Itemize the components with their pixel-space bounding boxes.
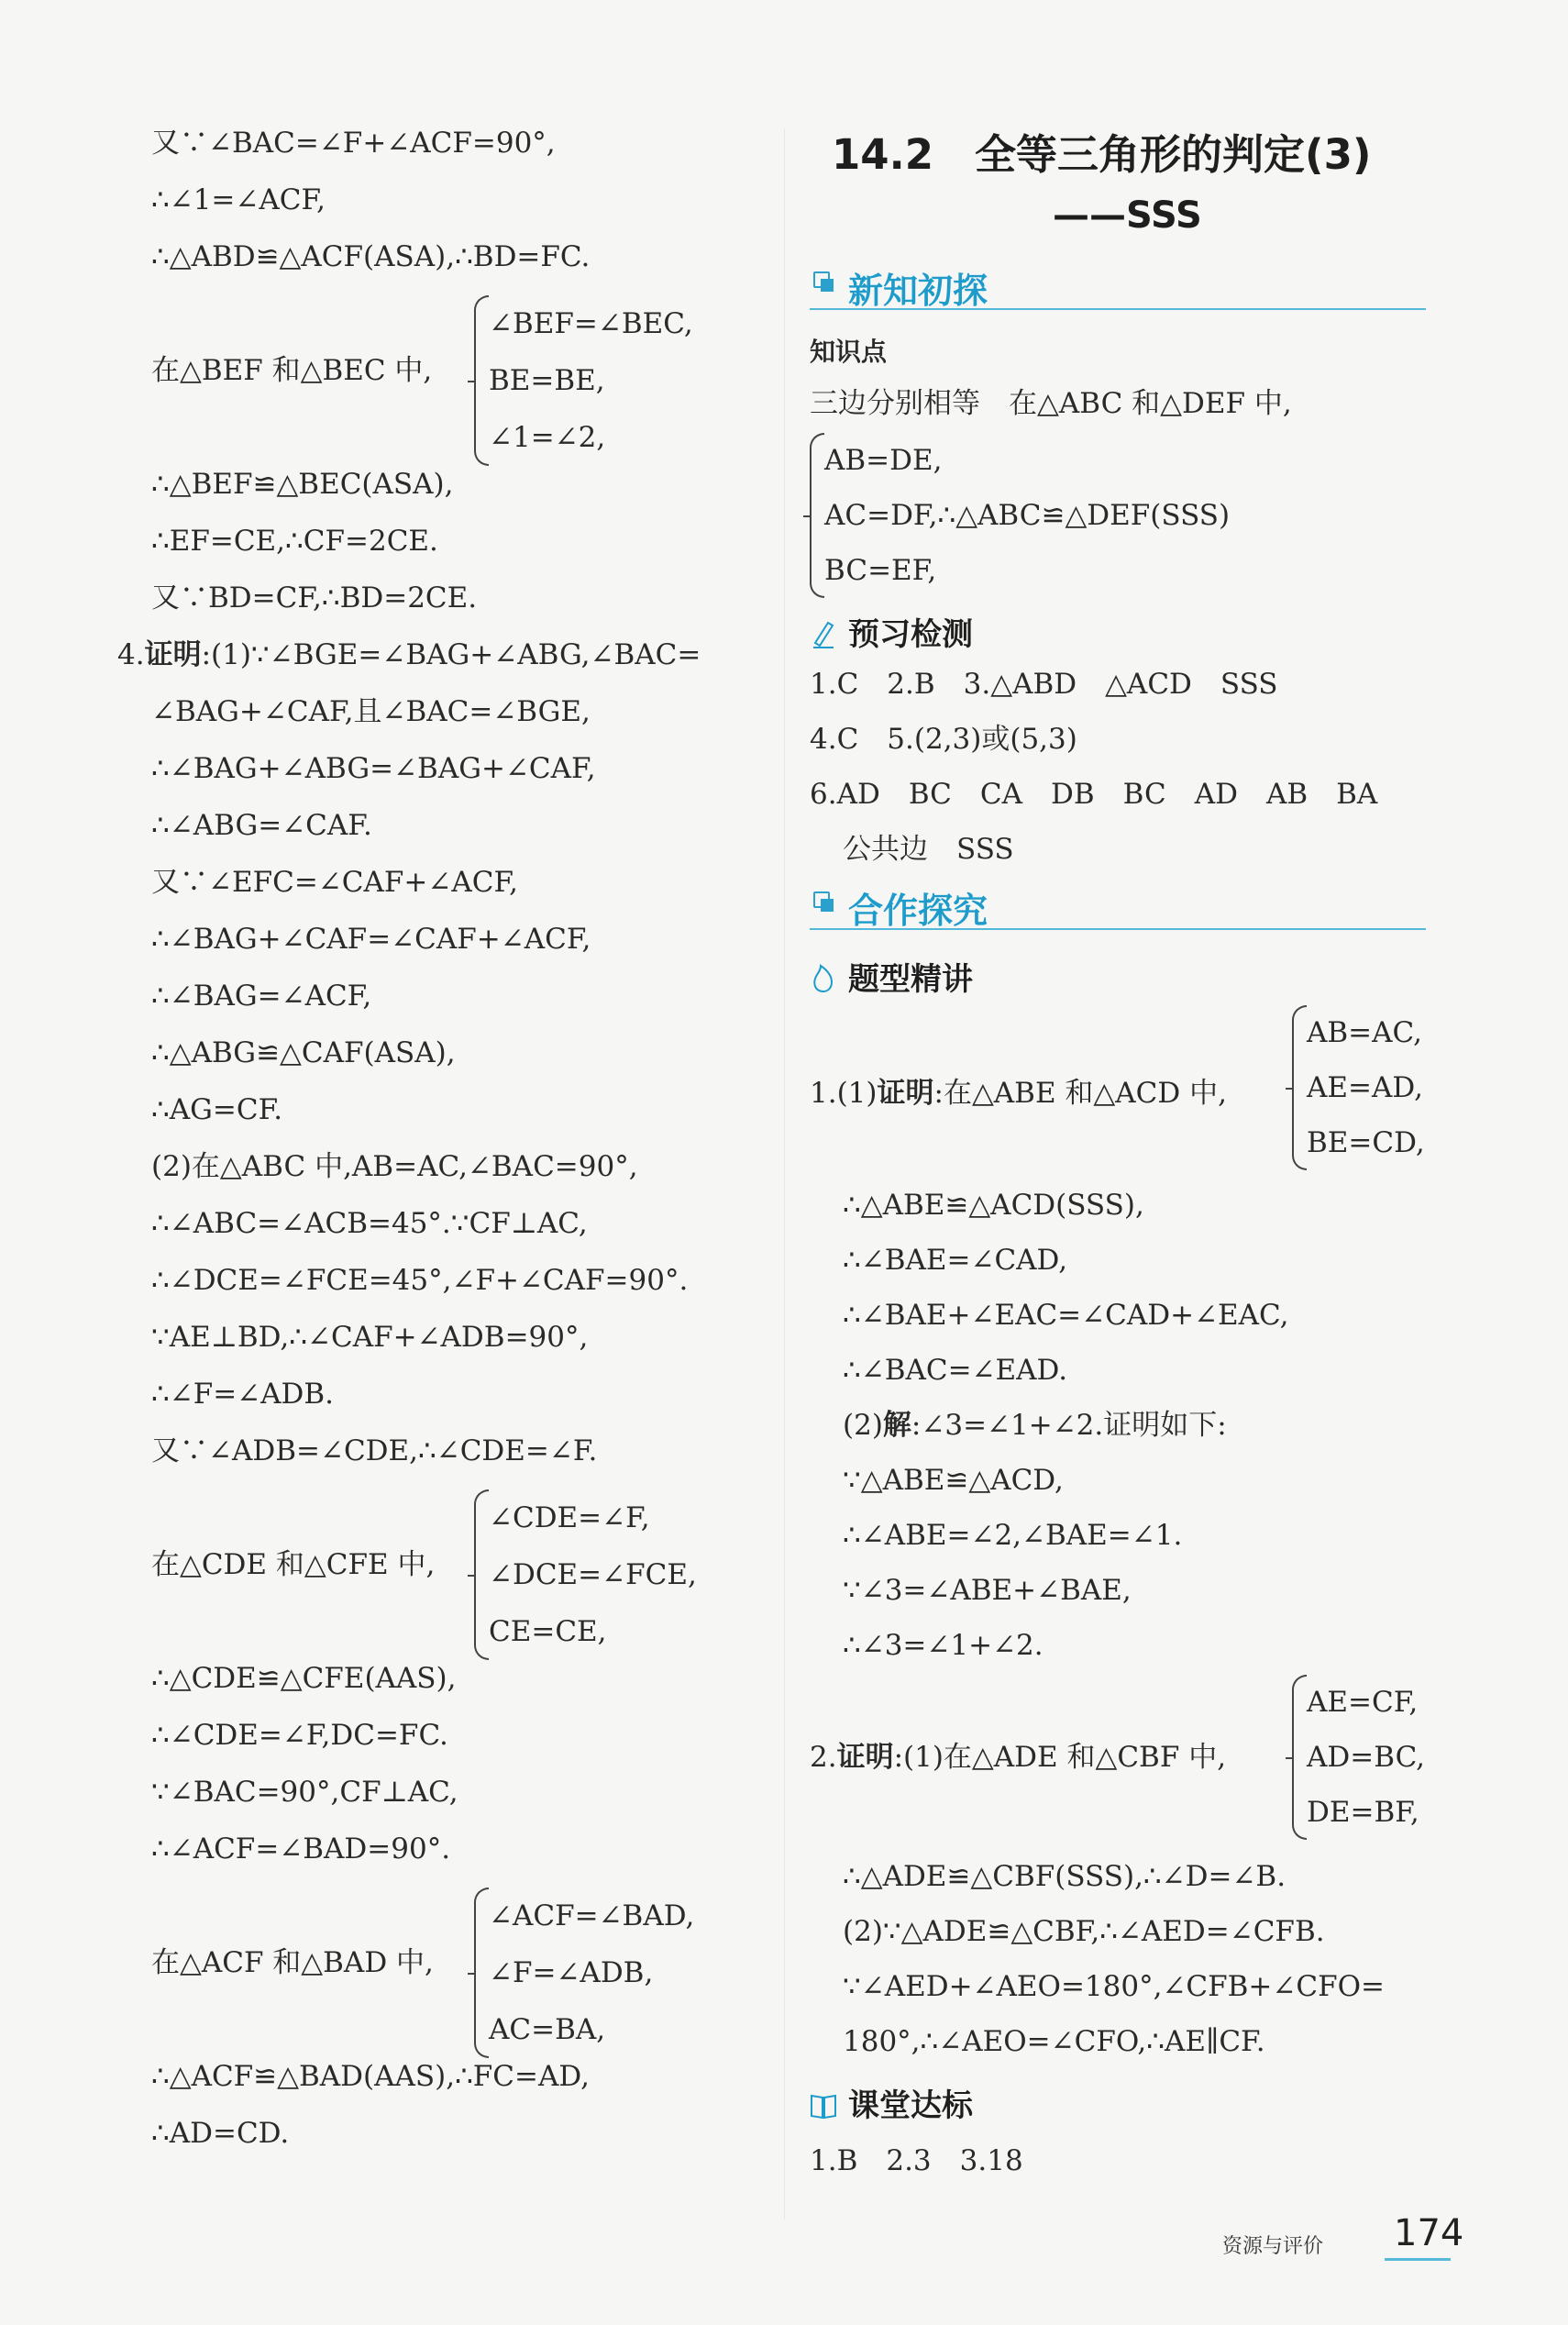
text-line: 又∵∠EFC=∠CAF+∠ACF, (151, 866, 518, 899)
system-row: AE=AD, (1307, 1071, 1423, 1104)
page-number: 174 (1394, 2212, 1464, 2254)
subsection-label: 预习检测 (848, 616, 973, 653)
text-line: ∴∠BAG=∠ACF, (151, 980, 372, 1013)
text-line: ∴△ADE≌△CBF(SSS),∴∠D=∠B. (843, 1860, 1286, 1893)
subsection-header-examples (810, 954, 973, 996)
system-lead (810, 1075, 1227, 1112)
text-line: ∴△CDE≌△CFE(AAS), (151, 1662, 457, 1695)
system-row: BE=BE, (489, 364, 605, 397)
text-line: ∴△ABE≌△ACD(SSS), (843, 1189, 1144, 1222)
text-line: ∴∠BAG+∠CAF=∠CAF+∠ACF, (151, 923, 591, 956)
problem-text: :∠3=∠1+∠2.证明如下: (911, 1409, 1227, 1442)
answer-line: 1.C 2.B 3.△ABD △ACD SSS (810, 668, 1278, 701)
subsection-header-preview (810, 609, 973, 651)
brace (810, 433, 824, 598)
subsection-label: 课堂达标 (848, 2087, 973, 2124)
system-lead: 在△BEF 和△BEC 中, (151, 354, 433, 387)
subsection-header-class (810, 2080, 973, 2122)
system-row: ∠ACF=∠BAD, (489, 1899, 695, 1932)
text-line: ∴△BEF≌△BEC(ASA), (151, 468, 454, 501)
text-line: ∴∠BAG+∠ABG=∠BAG+∠CAF, (151, 752, 596, 785)
text-line: ∴∠BAC=∠EAD. (843, 1354, 1068, 1387)
system-row: DE=BF, (1307, 1796, 1419, 1829)
text-line: ∴EF=CE,∴CF=2CE. (151, 525, 438, 558)
section-header-label: 新知初探 (848, 271, 988, 311)
keyword: 证明 (877, 1077, 934, 1110)
text-line: 三边分别相等 在△ABC 和△DEF 中, (810, 387, 1292, 420)
text-line: ∴AG=CF. (151, 1093, 283, 1126)
text-line: ∴∠BAE=∠CAD, (843, 1244, 1068, 1277)
footer-label: 资源与评价 (1222, 2235, 1324, 2258)
text-line: 180°,∴∠AEO=∠CFO,∴AE∥CF. (843, 2025, 1265, 2058)
text-line: ∴∠ABC=∠ACB=45°.∵CF⊥AC, (151, 1207, 588, 1240)
column-divider (784, 128, 785, 2220)
problem-text: :(1)在△ADE 和△CBF 中, (893, 1741, 1227, 1774)
problem-4-header (117, 637, 701, 673)
system-row: ∠CDE=∠F, (489, 1501, 650, 1534)
brace (474, 1888, 489, 2058)
section-header-label: 合作探究 (848, 891, 988, 931)
text-line: (2)在△ABC 中,AB=AC,∠BAC=90°, (151, 1150, 638, 1183)
system-row: AE=CF, (1307, 1686, 1419, 1719)
system-row: AD=BC, (1307, 1741, 1426, 1774)
system-row: ∠BEF=∠BEC, (489, 307, 693, 340)
system-row: ∠F=∠ADB, (489, 1956, 654, 1989)
text-line: ∴∠ABG=∠CAF. (151, 809, 372, 842)
system-row: AB=DE, (824, 444, 943, 477)
text-line: ∠BAG+∠CAF,且∠BAC=∠BGE, (151, 695, 591, 728)
system-row: AC=BA, (489, 2013, 606, 2046)
text-line: ∴∠BAE+∠EAC=∠CAD+∠EAC, (843, 1299, 1289, 1332)
system-row: BE=CD, (1307, 1126, 1425, 1159)
book-icon (810, 2088, 837, 2120)
text-line: ∵△ABE≌△ACD, (843, 1464, 1064, 1497)
text-line: ∵∠AED+∠AEO=180°,∠CFB+∠CFO= (843, 1970, 1385, 2003)
text-line: 又∵BD=CF,∴BD=2CE. (151, 581, 478, 614)
system-lead: 在△CDE 和△CFE 中, (151, 1548, 436, 1581)
text-line: (2)∵△ADE≌△CBF,∴∠AED=∠CFB. (843, 1915, 1325, 1948)
text-line: ∴∠ABE=∠2,∠BAE=∠1. (843, 1519, 1183, 1552)
text-line: ∴∠CDE=∠F,DC=FC. (151, 1719, 448, 1752)
system-row: CE=CE, (489, 1615, 607, 1648)
system-row: AC=DF,∴△ABC≌△DEF(SSS) (824, 499, 1231, 532)
section-header-new-knowledge (810, 260, 1426, 310)
answer-line: 1.B 2.3 3.18 (810, 2144, 1023, 2177)
system-row: AB=AC, (1307, 1016, 1422, 1049)
subsection-label: 题型精讲 (848, 961, 973, 998)
text-line: ∵∠3=∠ABE+∠BAE, (843, 1574, 1132, 1607)
text-line: ∴∠1=∠ACF, (151, 183, 326, 216)
section-header-cooperation (810, 880, 1426, 930)
text-line: ∴∠DCE=∠FCE=45°,∠F+∠CAF=90°. (151, 1264, 689, 1297)
text-line: ∵AE⊥BD,∴∠CAF+∠ADB=90°, (151, 1321, 589, 1354)
brace (474, 1489, 489, 1660)
knowledge-point-label: 知识点 (810, 337, 888, 367)
keyword: 解 (882, 1409, 911, 1442)
system-row: ∠1=∠2, (489, 421, 606, 454)
answer-line: 公共边 SSS (843, 833, 1014, 866)
text-line: 又∵∠ADB=∠CDE,∴∠CDE=∠F. (151, 1434, 598, 1467)
page-number-underline (1385, 2258, 1451, 2261)
brace (474, 295, 489, 466)
problem-text: :(1)∵∠BGE=∠BAG+∠ABG,∠BAC= (201, 638, 701, 671)
text-line: ∴△ABG≌△CAF(ASA), (151, 1036, 456, 1069)
section-title: 14.2 全等三角形的判定(3) (832, 130, 1372, 179)
answer-line: 6.AD BC CA DB BC AD AB BA (810, 778, 1378, 811)
text-line: ∴∠3=∠1+∠2. (843, 1629, 1043, 1662)
text-line: ∴△ABD≌△ACF(ASA),∴BD=FC. (151, 240, 591, 273)
part-number: (2) (843, 1409, 883, 1442)
text-line: 又∵∠BAC=∠F+∠ACF=90°, (151, 127, 556, 160)
brace (1292, 1005, 1307, 1170)
keyword: 证明 (836, 1741, 894, 1774)
text-line: ∴∠ACF=∠BAD=90°. (151, 1832, 451, 1866)
text-line: ∴∠F=∠ADB. (151, 1378, 335, 1411)
problem-number: 1.(1) (810, 1077, 878, 1110)
problem-number: 2. (810, 1741, 837, 1774)
problem-text: :在△ABE 和△ACD 中, (933, 1077, 1227, 1110)
problem-number: 4. (117, 638, 145, 671)
keyword: 证明 (144, 638, 202, 671)
section-subtitle: ——SSS (1053, 194, 1202, 237)
text-line: ∵∠BAC=90°,CF⊥AC, (151, 1776, 458, 1809)
system-row: BC=EF, (824, 554, 937, 587)
pencil-icon (810, 617, 837, 648)
text-line: ∴△ACF≌△BAD(AAS),∴FC=AD, (151, 2060, 590, 2093)
system-lead: 在△ACF 和△BAD 中, (151, 1946, 434, 1979)
text-line (843, 1407, 1227, 1444)
text-line: ∴AD=CD. (151, 2117, 290, 2150)
brace (1292, 1675, 1307, 1840)
flame-icon (810, 962, 837, 993)
system-lead (810, 1739, 1226, 1776)
system-row: ∠DCE=∠FCE, (489, 1558, 697, 1591)
answer-line: 4.C 5.(2,3)或(5,3) (810, 723, 1077, 756)
